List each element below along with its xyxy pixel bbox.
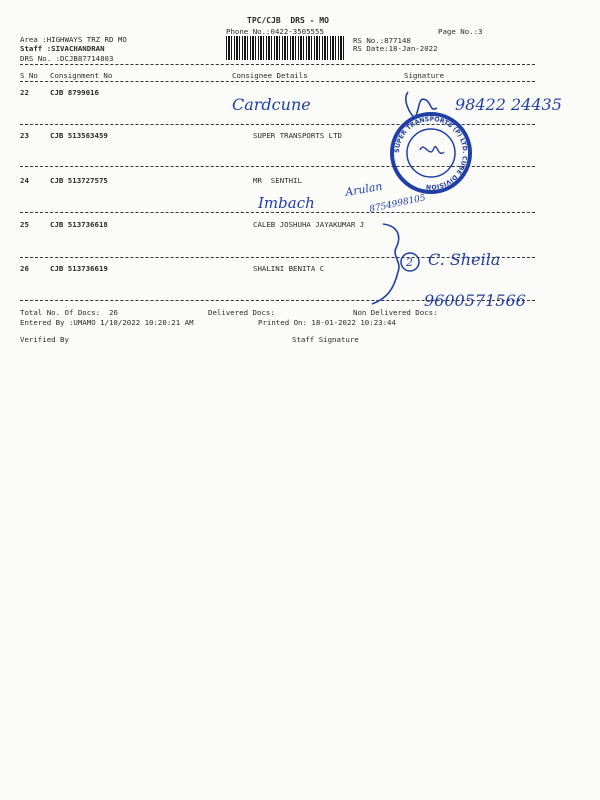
row-sno: 25 <box>20 220 29 229</box>
printed-on: Printed On: 18-01-2022 10:23:44 <box>258 318 396 327</box>
verified-by-label: Verified By <box>20 335 69 344</box>
row-consignment-no: CJB 513563459 <box>50 131 108 140</box>
column-header-consignee: Consignee Details <box>232 71 308 80</box>
row-consignee: MR SENTHIL <box>253 176 302 185</box>
handwritten-phone-row24: 8754998105 <box>368 193 427 215</box>
row-consignee: SUPER TRANSPORTS LTD <box>253 131 342 140</box>
column-header-sno: S No <box>20 71 38 80</box>
handwritten-signature-row24: Arulan <box>344 179 384 199</box>
total-docs: Total No. Of Docs: 26 <box>20 308 118 317</box>
page-number: Page No.:3 <box>438 27 483 36</box>
rs-number: RS No.:877148 <box>353 36 411 45</box>
row-consignee: SHALINI BENITA C <box>253 264 325 273</box>
row-sno: 22 <box>20 88 29 97</box>
row-consignment-no: CJB 513736618 <box>50 220 108 229</box>
area-field: Area :HIGHWAYS TRZ RD MO <box>20 35 127 44</box>
handwritten-circle-number: 2 <box>406 256 413 269</box>
column-header-consignment: Consignment No <box>50 71 113 80</box>
staff-signature-label: Staff Signature <box>292 335 359 344</box>
row-sno: 23 <box>20 131 29 140</box>
svg-text:SUPER TRANSPORTS (P) LTD. CUBE <box>394 116 468 190</box>
handwritten-phone-row26: 9600571566 <box>424 291 526 310</box>
stamp-text: SUPER TRANSPORTS (P) LTD. CUBE DIVISION <box>393 115 469 191</box>
staff-field: Staff :SIVACHANDRAN <box>20 44 105 53</box>
handwritten-bracket <box>372 224 399 304</box>
document-title: TPC/CJB DRS - MO <box>247 16 329 25</box>
row-consignee: CALEB JOSHUHA JAYAKUMAR J <box>253 220 365 229</box>
row-consignment-no: CJB 8799016 <box>50 88 99 97</box>
handwritten-name-row26: C. Sheila <box>428 250 501 269</box>
delivered-docs: Delivered Docs: <box>208 308 275 317</box>
rs-date: RS Date:18-Jan-2022 <box>353 44 438 53</box>
row-consignment-no: CJB 513736619 <box>50 264 108 273</box>
handwritten-phone-row22: 98422 24435 <box>455 95 562 114</box>
row-consignment-no: CJB 513727575 <box>50 176 108 185</box>
non-delivered-docs: Non Delivered Docs: <box>353 308 438 317</box>
drs-number: DRS No. :DCJB87714803 <box>20 54 114 63</box>
row-sno: 26 <box>20 264 29 273</box>
entered-by: Entered By :UMAMO 1/18/2022 10:20:21 AM <box>20 318 194 327</box>
company-stamp <box>392 114 470 192</box>
handwritten-name-row24: Imbach <box>258 194 315 212</box>
row-sno: 24 <box>20 176 29 185</box>
handwritten-name-row22: Cardcune <box>232 95 311 114</box>
phone-number: Phone No.:0422-3505555 <box>226 27 324 36</box>
column-header-signature: Signature <box>404 71 445 80</box>
